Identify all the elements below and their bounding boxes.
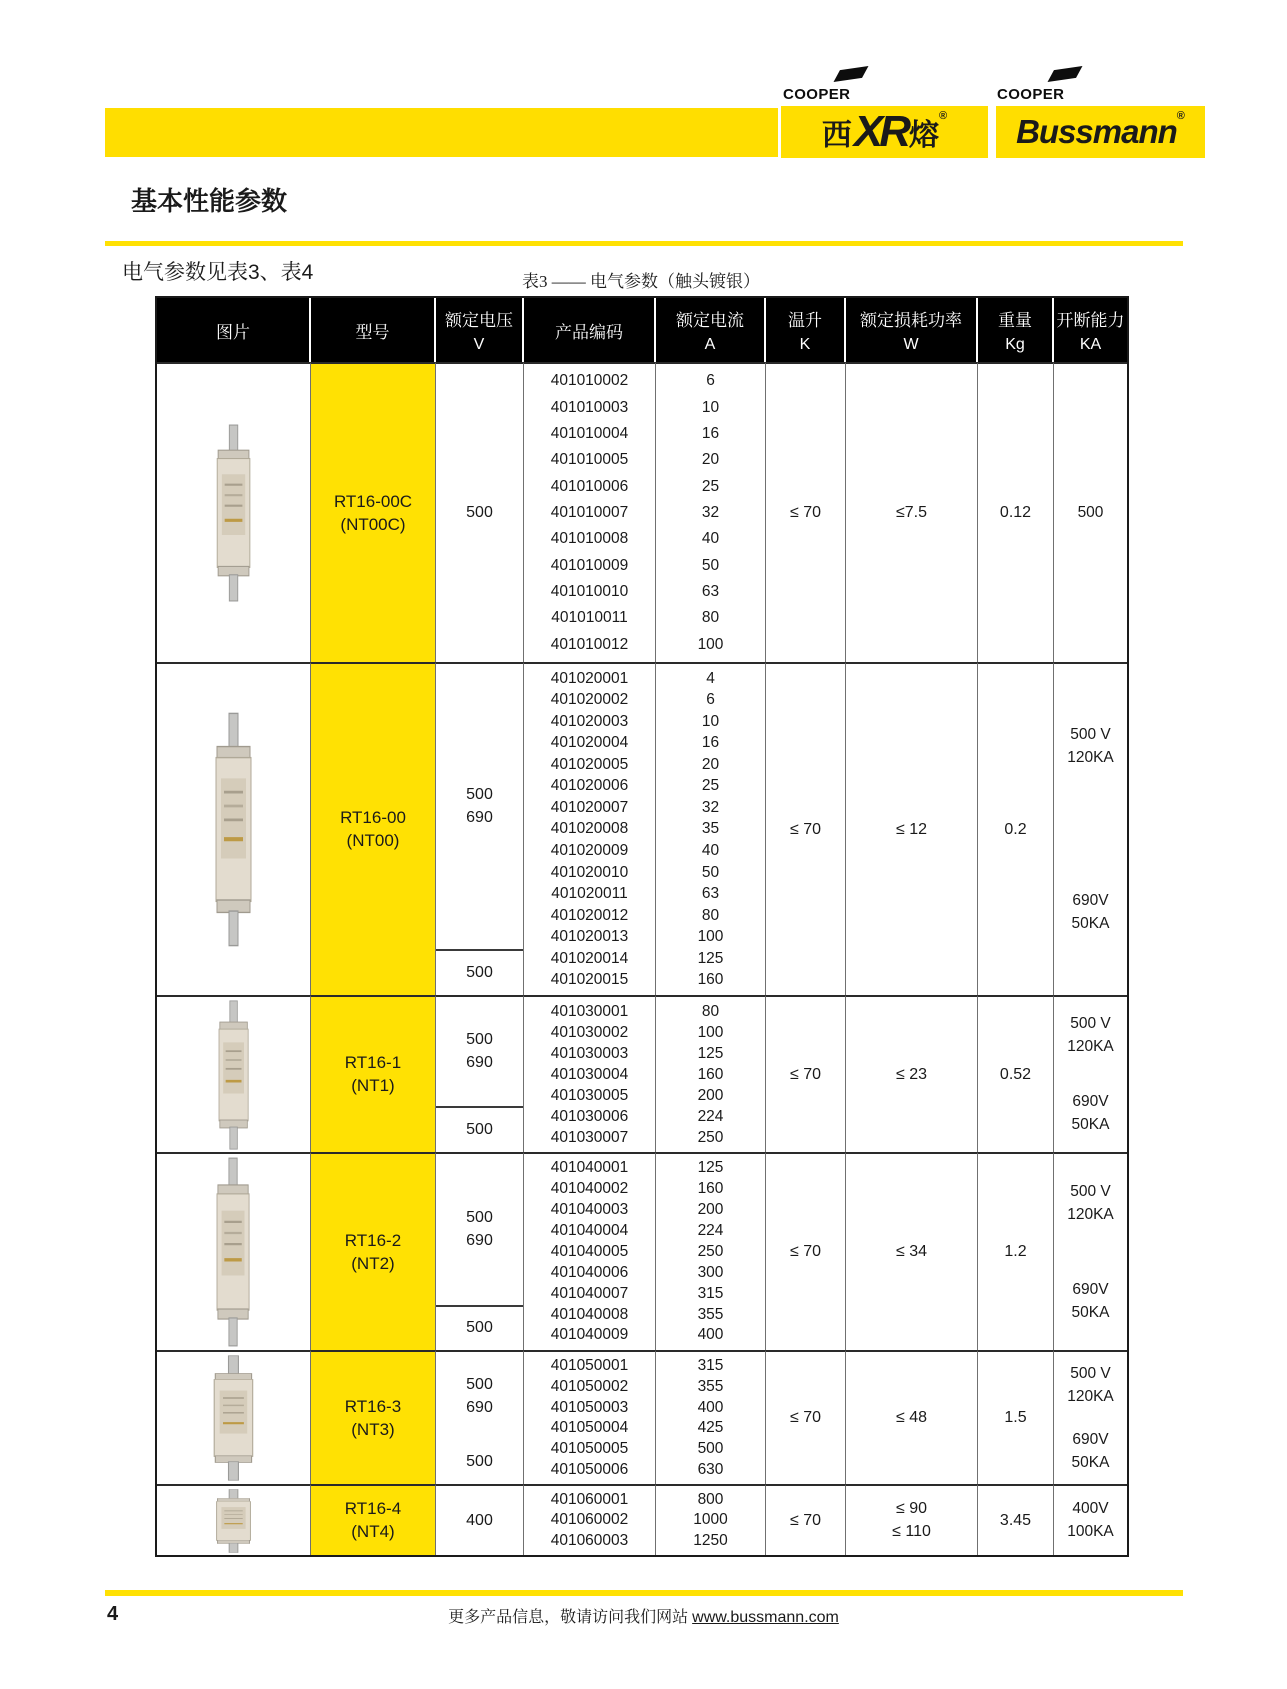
- voltage-value: 500: [466, 964, 493, 982]
- rated-current: 125: [697, 949, 724, 967]
- rated-current: 80: [701, 609, 720, 627]
- product-codes-cell: [524, 362, 656, 662]
- temp-rise-value: ≤ 70: [789, 1243, 822, 1260]
- column-label: 温升: [788, 311, 822, 330]
- product-codes-cell: [524, 1152, 656, 1350]
- rated-voltage-cell: [436, 362, 524, 662]
- column-header: [846, 298, 978, 362]
- rated-current: 1000: [693, 1511, 728, 1529]
- power-loss-value: ≤ 34: [895, 1243, 928, 1260]
- product-code: 401020002: [550, 691, 629, 709]
- product-code: 401040002: [550, 1180, 629, 1198]
- model-cell: [311, 995, 436, 1152]
- product-code: 401040008: [550, 1305, 629, 1323]
- weight-value: 0.52: [999, 1065, 1032, 1083]
- column-label: 产品编码: [555, 322, 623, 342]
- product-code: 401030002: [550, 1023, 629, 1041]
- rated-current: 4: [706, 669, 715, 687]
- temp-rise-value: ≤ 70: [789, 1409, 822, 1426]
- power-loss-cell: [846, 362, 978, 662]
- breaking-capacity-group: [1072, 1281, 1110, 1322]
- temp-rise-value: ≤ 70: [789, 820, 822, 838]
- voltage-value: 690: [466, 1398, 493, 1416]
- registered-mark-icon: ®: [939, 110, 948, 122]
- temp-rise-value: ≤ 70: [789, 1511, 822, 1529]
- voltage-value: 400: [466, 1511, 493, 1529]
- breaking-capacity-value: 500 V: [1070, 1364, 1111, 1382]
- temp-rise-value: ≤ 70: [789, 504, 822, 521]
- column-label: 型号: [355, 322, 390, 342]
- xr-logo-left-char: 西: [821, 119, 852, 152]
- rated-current: 355: [697, 1305, 724, 1323]
- rated-current: 250: [697, 1242, 724, 1260]
- model-name: (NT1): [351, 1076, 395, 1095]
- product-code: 401040001: [550, 1159, 629, 1177]
- rated-current: 6: [706, 372, 715, 390]
- weight-cell: [978, 1484, 1054, 1555]
- breaking-capacity-value: 690V: [1072, 1280, 1109, 1298]
- weight-cell: [978, 995, 1054, 1152]
- rated-current: 315: [697, 1284, 724, 1302]
- product-code: 401010003: [550, 398, 629, 416]
- column-header: [157, 298, 311, 362]
- breaking-capacity-value: 500 V: [1070, 1182, 1111, 1200]
- product-code: 401020008: [550, 820, 629, 838]
- product-code: 401010010: [550, 583, 629, 601]
- power-loss-cell: [846, 662, 978, 995]
- breaking-capacity-cell: [1054, 1152, 1127, 1350]
- temp-rise-value: ≤ 70: [789, 1065, 822, 1083]
- breaking-capacity-value: 120KA: [1067, 749, 1114, 767]
- rated-current: 80: [701, 906, 720, 924]
- weight-value: 0.12: [999, 504, 1032, 521]
- column-header: [766, 298, 846, 362]
- temp-rise-cell: [766, 362, 846, 662]
- product-codes-cell: [524, 995, 656, 1152]
- product-code: 401020011: [551, 885, 628, 903]
- product-code: 401010008: [550, 530, 629, 548]
- breaking-capacity-group: [1072, 1431, 1110, 1472]
- title-divider: [105, 241, 1183, 246]
- rated-current: 160: [697, 971, 724, 989]
- column-label: 开断能力: [1056, 311, 1125, 330]
- product-code: 401040006: [550, 1263, 629, 1281]
- product-code: 401020001: [550, 669, 629, 687]
- rated-voltage-cell: [436, 662, 524, 995]
- voltage-value: 500: [466, 1208, 493, 1226]
- product-code: 401010011: [551, 609, 628, 627]
- model-name: RT16-4: [344, 1499, 402, 1518]
- breaking-capacity-value: 500: [1077, 504, 1104, 521]
- rated-current: 40: [701, 842, 720, 860]
- registered-mark-icon: ®: [1176, 110, 1185, 122]
- column-header: [436, 298, 524, 362]
- fuse-image-cell: [157, 1152, 311, 1350]
- product-code: 401050005: [550, 1439, 629, 1457]
- column-unit: V: [473, 336, 485, 353]
- cooper-wordmark-left: COOPER: [783, 86, 851, 103]
- rated-current: 425: [697, 1419, 724, 1437]
- power-loss-value: ≤ 90: [895, 1500, 928, 1517]
- breaking-capacity-group: [1072, 1093, 1110, 1134]
- model-cell: [311, 362, 436, 662]
- product-codes-cell: [524, 1484, 656, 1555]
- column-header: [656, 298, 766, 362]
- rated-current: 80: [701, 1002, 720, 1020]
- xr-logo-mark: XR: [853, 107, 907, 156]
- weight-cell: [978, 362, 1054, 662]
- product-code: 401010005: [550, 451, 629, 469]
- rated-current: 1250: [693, 1531, 728, 1549]
- model-name: RT16-2: [344, 1230, 402, 1250]
- weight-value: 3.45: [999, 1511, 1032, 1529]
- breaking-capacity-value: 100KA: [1067, 1523, 1114, 1540]
- power-loss-cell: [846, 995, 978, 1152]
- header-yellow-band: [105, 108, 778, 157]
- power-loss-cell: [846, 1350, 978, 1484]
- temp-rise-cell: [766, 995, 846, 1152]
- column-label: 重量: [998, 311, 1032, 330]
- rated-current: 50: [701, 863, 720, 881]
- model-name: (NT4): [351, 1522, 395, 1541]
- temp-rise-cell: [766, 1152, 846, 1350]
- product-code: 401040003: [550, 1201, 629, 1219]
- column-label: 额定损耗功率: [860, 311, 962, 330]
- rated-current: 125: [697, 1159, 724, 1177]
- product-code: 401020004: [550, 734, 629, 752]
- footer-divider: [105, 1590, 1183, 1596]
- weight-cell: [978, 1350, 1054, 1484]
- rated-current: 224: [697, 1107, 724, 1125]
- rated-current: 224: [697, 1222, 724, 1240]
- cooper-flag-icon: [1048, 66, 1083, 82]
- breaking-capacity-value: 500 V: [1070, 1015, 1111, 1033]
- rated-current: 40: [701, 530, 720, 548]
- rated-current: 400: [697, 1326, 724, 1344]
- power-loss-value: ≤ 12: [895, 820, 928, 838]
- model-cell: [311, 1484, 436, 1555]
- fuse-photo: [201, 1355, 267, 1481]
- model-name: (NT2): [351, 1253, 395, 1273]
- breaking-capacity-value: 500 V: [1070, 726, 1111, 744]
- product-code: 401040007: [550, 1284, 629, 1302]
- voltage-value: 500: [466, 1121, 493, 1139]
- voltage-value: 690: [466, 1054, 493, 1072]
- breaking-capacity-value: 690V: [1072, 1092, 1109, 1110]
- rated-current: 63: [701, 583, 720, 601]
- rated-current: 200: [697, 1086, 724, 1104]
- fuse-image-cell: [157, 1484, 311, 1555]
- product-codes-cell: [524, 1350, 656, 1484]
- rated-current: 35: [701, 820, 720, 838]
- footer-message: 更多产品信息，敬请访问我们网站: [448, 1609, 689, 1626]
- breaking-capacity-value: 120KA: [1067, 1038, 1114, 1056]
- bussmann-logo: [996, 106, 1205, 158]
- product-code: 401020012: [550, 906, 629, 924]
- rated-voltage-cell: [436, 1152, 524, 1350]
- voltage-group: [436, 1352, 523, 1440]
- breaking-capacity-value: 50KA: [1071, 914, 1110, 932]
- rated-current: 20: [701, 755, 720, 773]
- product-code: 401040009: [550, 1326, 629, 1344]
- product-code: 401020007: [550, 798, 629, 816]
- fuse-photo: [206, 1157, 261, 1347]
- weight-cell: [978, 1152, 1054, 1350]
- product-code: 401050001: [550, 1357, 629, 1375]
- model-name: (NT3): [351, 1419, 395, 1439]
- column-header: [978, 298, 1054, 362]
- column-header: [524, 298, 656, 362]
- product-code: 401010007: [550, 503, 629, 521]
- page-number: 4: [107, 1603, 119, 1625]
- voltage-value: 500: [466, 504, 493, 521]
- product-code: 401020015: [550, 971, 629, 989]
- rated-currents-cell: [656, 1484, 766, 1555]
- rated-current: 20: [701, 451, 720, 469]
- product-code: 401020009: [550, 842, 629, 860]
- weight-cell: [978, 662, 1054, 995]
- voltage-group: [436, 1154, 523, 1307]
- column-header: [311, 298, 436, 362]
- product-code: 401010012: [550, 635, 629, 653]
- product-code: 401060002: [550, 1511, 629, 1529]
- breaking-capacity-group: [1067, 1500, 1114, 1541]
- rated-current: 300: [697, 1263, 724, 1281]
- voltage-value: 500: [466, 1319, 493, 1337]
- rated-current: 630: [697, 1460, 724, 1478]
- voltage-group: [436, 1440, 523, 1484]
- rated-current: 10: [701, 398, 720, 416]
- rated-current: 10: [701, 712, 720, 730]
- voltage-value: 500: [466, 1375, 493, 1393]
- fuse-image-cell: [157, 362, 311, 662]
- product-code: 401020003: [550, 712, 629, 730]
- rated-currents-cell: [656, 995, 766, 1152]
- voltage-group: [436, 664, 523, 951]
- weight-value: 0.2: [1004, 820, 1027, 838]
- breaking-capacity-group: [1067, 1183, 1114, 1224]
- model-cell: [311, 662, 436, 995]
- product-code: 401060003: [550, 1531, 629, 1549]
- product-code: 401050004: [550, 1419, 629, 1437]
- product-code: 401020005: [550, 755, 629, 773]
- voltage-value: 500: [466, 1453, 493, 1470]
- rated-current: 100: [697, 635, 724, 653]
- fuse-photo: [206, 424, 262, 602]
- voltage-group: [436, 364, 523, 662]
- breaking-capacity-value: 120KA: [1067, 1387, 1114, 1405]
- voltage-group: [436, 997, 523, 1108]
- voltage-group: [436, 1108, 523, 1152]
- cooper-flag-icon: [834, 66, 869, 82]
- model-cell: [311, 1152, 436, 1350]
- breaking-capacity-cell: [1054, 995, 1127, 1152]
- product-code: 401010009: [550, 556, 629, 574]
- voltage-value: 500: [466, 786, 493, 804]
- table-caption: 表3 —— 电气参数（触头镀银）: [522, 272, 760, 291]
- product-code: 401030007: [550, 1128, 629, 1146]
- power-loss-cell: [846, 1152, 978, 1350]
- rated-current: 25: [701, 777, 720, 795]
- rated-current: 32: [701, 798, 720, 816]
- rated-current: 400: [697, 1398, 724, 1416]
- model-name: RT16-3: [344, 1396, 402, 1416]
- breaking-capacity-group: [1072, 892, 1110, 933]
- rated-current: 32: [701, 503, 720, 521]
- product-code: 401010006: [550, 477, 629, 495]
- product-code: 401010004: [550, 424, 629, 442]
- breaking-capacity-value: 50KA: [1071, 1115, 1110, 1133]
- fuse-image-cell: [157, 662, 311, 995]
- rated-current: 160: [697, 1065, 724, 1083]
- rated-current: 315: [697, 1357, 724, 1375]
- breaking-capacity-value: 120KA: [1067, 1205, 1114, 1223]
- breaking-capacity-group: [1067, 726, 1114, 767]
- power-loss-value: ≤ 23: [895, 1065, 928, 1083]
- voltage-value: 690: [466, 1231, 493, 1249]
- weight-value: 1.2: [1004, 1243, 1027, 1260]
- rated-current: 500: [697, 1439, 724, 1457]
- product-code: 401010002: [550, 372, 629, 390]
- breaking-capacity-group: [1067, 1015, 1114, 1056]
- model-name: RT16-00C: [333, 491, 413, 511]
- breaking-capacity-value: 690V: [1072, 891, 1109, 909]
- rated-current: 160: [697, 1180, 724, 1198]
- product-code: 401040005: [550, 1242, 629, 1260]
- website-link[interactable]: www.bussmann.com: [692, 1609, 839, 1626]
- product-code: 401030005: [550, 1086, 629, 1104]
- rated-voltage-cell: [436, 1350, 524, 1484]
- rated-current: 800: [697, 1491, 724, 1509]
- section-subtitle: 电气参数见表3、表4: [122, 261, 314, 284]
- breaking-capacity-cell: [1054, 662, 1127, 995]
- model-cell: [311, 1350, 436, 1484]
- rated-current: 16: [701, 424, 720, 442]
- voltage-group: [436, 1486, 523, 1555]
- rated-voltage-cell: [436, 995, 524, 1152]
- temp-rise-cell: [766, 1484, 846, 1555]
- product-code: 401020010: [550, 863, 629, 881]
- bussmann-wordmark: Bussmann: [1016, 113, 1177, 150]
- rated-current: 25: [701, 477, 720, 495]
- column-label: 额定电流: [676, 311, 744, 330]
- product-code: 401020014: [550, 949, 629, 967]
- breaking-capacity-group: [1067, 1365, 1114, 1406]
- weight-value: 1.5: [1004, 1409, 1027, 1426]
- column-unit: Kg: [1005, 336, 1025, 353]
- product-code: 401020013: [550, 928, 629, 946]
- footer-text: [0, 1604, 1287, 1627]
- voltage-group: [436, 1307, 523, 1350]
- breaking-capacity-value: 400V: [1072, 1500, 1109, 1517]
- voltage-value: 690: [466, 809, 493, 827]
- rated-current: 125: [697, 1044, 724, 1062]
- breaking-capacity-cell: [1054, 1484, 1127, 1555]
- fuse-image-cell: [157, 995, 311, 1152]
- breaking-capacity-value: 690V: [1072, 1430, 1109, 1448]
- rated-voltage-cell: [436, 1484, 524, 1555]
- cooper-wordmark-right: COOPER: [997, 86, 1065, 103]
- product-codes-cell: [524, 662, 656, 995]
- breaking-capacity-group: [1078, 504, 1104, 522]
- xr-fuse-logo: [781, 106, 988, 158]
- column-unit: W: [903, 336, 919, 353]
- fuse-photo: [204, 712, 264, 947]
- product-code: 401020006: [550, 777, 629, 795]
- model-name: (NT00C): [340, 514, 406, 534]
- column-unit: A: [704, 336, 716, 353]
- model-name: RT16-1: [344, 1053, 402, 1072]
- rated-currents-cell: [656, 1152, 766, 1350]
- breaking-capacity-value: 50KA: [1071, 1303, 1110, 1321]
- power-loss-value: ≤ 110: [892, 1523, 931, 1540]
- product-code: 401050002: [550, 1377, 629, 1395]
- product-code: 401030004: [550, 1065, 629, 1083]
- breaking-capacity-cell: [1054, 1350, 1127, 1484]
- product-code: 401060001: [550, 1491, 629, 1509]
- page-title: 基本性能参数: [131, 186, 288, 216]
- rated-current: 100: [697, 1023, 724, 1041]
- breaking-capacity-value: 50KA: [1071, 1453, 1110, 1471]
- fuse-photo: [205, 1489, 263, 1553]
- rated-currents-cell: [656, 1350, 766, 1484]
- parameters-table: [155, 296, 1129, 1557]
- model-name: RT16-00: [340, 808, 406, 827]
- column-unit: KA: [1079, 336, 1102, 353]
- rated-current: 50: [701, 556, 720, 574]
- product-code: 401050003: [550, 1398, 629, 1416]
- fuse-photo: [209, 1000, 259, 1150]
- model-name: (NT00): [346, 831, 400, 850]
- voltage-group: [436, 951, 523, 995]
- power-loss-cell: [846, 1484, 978, 1555]
- column-unit: K: [799, 336, 811, 353]
- column-label: 图片: [216, 322, 250, 342]
- rated-current: 16: [701, 734, 720, 752]
- product-code: 401050006: [550, 1460, 629, 1478]
- rated-current: 100: [697, 928, 724, 946]
- xr-logo-right-char: 熔: [909, 119, 939, 152]
- product-code: 401030006: [550, 1107, 629, 1125]
- rated-current: 250: [697, 1128, 724, 1146]
- product-code: 401030003: [550, 1044, 629, 1062]
- rated-currents-cell: [656, 362, 766, 662]
- product-code: 401030001: [550, 1002, 629, 1020]
- rated-current: 200: [697, 1201, 724, 1219]
- power-loss-value: ≤ 48: [895, 1409, 928, 1426]
- temp-rise-cell: [766, 662, 846, 995]
- power-loss-value: ≤7.5: [895, 504, 928, 521]
- product-code: 401040004: [550, 1222, 629, 1240]
- rated-currents-cell: [656, 662, 766, 995]
- rated-current: 6: [706, 691, 715, 709]
- rated-current: 63: [701, 885, 720, 903]
- column-label: 额定电压: [445, 311, 513, 330]
- temp-rise-cell: [766, 1350, 846, 1484]
- breaking-capacity-cell: [1054, 362, 1127, 662]
- voltage-value: 500: [466, 1031, 493, 1049]
- column-header: [1054, 298, 1127, 362]
- rated-current: 355: [697, 1377, 724, 1395]
- fuse-image-cell: [157, 1350, 311, 1484]
